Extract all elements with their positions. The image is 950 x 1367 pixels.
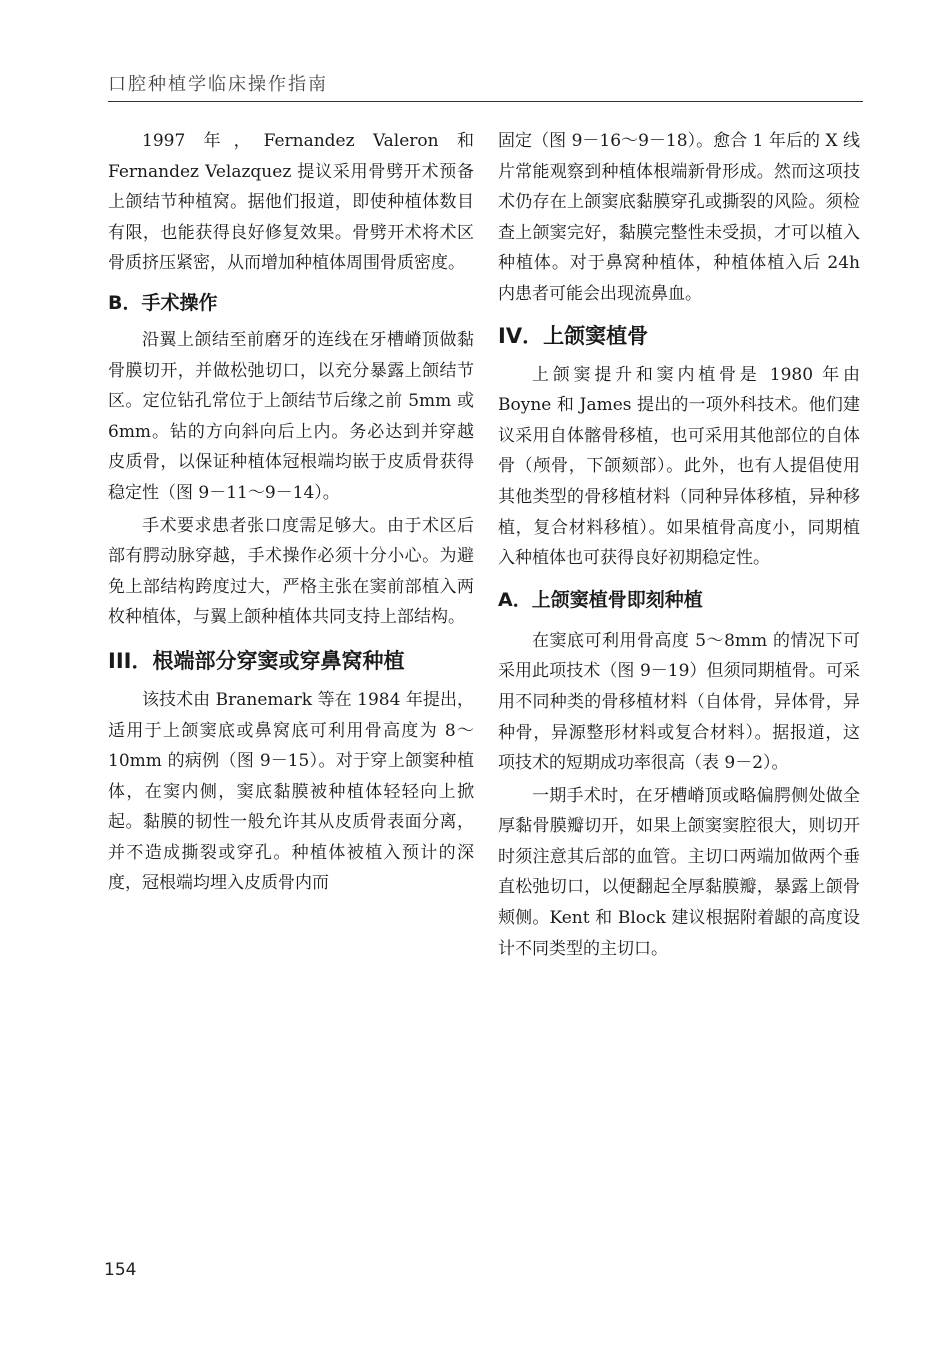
section-heading-iv: IV．上颌窦植骨	[498, 323, 649, 348]
running-title: 口腔种植学临床操作指南	[108, 74, 328, 95]
paragraph-iii: 该技术由 Branemark 等在 1984 年提出，适用于上颌窦底或鼻窝底可利用骨高度为 8～10mm 的病例（图 9－15）。对于穿上颌窦种植体，在窦内侧，窦底黏膜被种植体轻轻向上掀起。黏膜的韧性一般允许其从皮质骨表面分离，并不造成撕裂或穿孔。种植体被植入预计的深度，冠根端均埋入皮质骨内而	[108, 689, 474, 894]
paragraph-a1: 在窦底可利用骨高度 5～8mm 的情况下可采用此项技术（图 9－19）但须同期植骨。可采用不同种类的骨移植材料（自体骨，异体骨，异种骨，异源整形材料或复合材料）。据报道，这项技术的短期成功率很高（表 9－2）。	[498, 630, 860, 774]
section-heading-a: A．上颌窦植骨即刻种植	[498, 588, 703, 611]
right-column	[498, 126, 860, 964]
paragraph-iv: 上颌窦提升和窦内植骨是 1980 年由 Boyne 和 James 提出的一项外科技术。他们建议采用自体髂骨移植，也可采用其他部位的自体骨（颅骨，下颌颏部）。此外，也有人提倡使用其他类型的骨移植材料（同种异体移植，异种移植，复合材料移植）。如果植骨高度小，同期植入种植体也可获得良好初期稳定性。	[498, 364, 860, 569]
paragraph-a2: 一期手术时，在牙槽嵴顶或略偏腭侧处做全厚黏骨膜瓣切开，如果上颌窦窦腔很大，则切开时须注意其后部的血管。主切口两端加做两个垂直松弛切口，以便翻起全厚黏膜瓣，暴露上颌骨颊侧。Kent 和 Block 建议根据附着龈的高度设计不同类型的主切口。	[498, 785, 860, 959]
continuation-paragraph: 固定（图 9－16～9－18）。愈合 1 年后的 X 线片常能观察到种植体根端新骨形成。然而这项技术仍存在上颌窦底黏膜穿孔或撕裂的风险。须检查上颌窦完好，黏膜完整性未受损，才可以植入种植体。对于鼻窝种植体，种植体植入后 24h 内患者可能会出现流鼻血。	[498, 131, 860, 304]
paragraph-b2: 手术要求患者张口度需足够大。由于术区后部有腭动脉穿越，手术操作必须十分小心。为避免上部结构跨度过大，严格主张在窦前部植入两枚种植体，与翼上颌种植体共同支持上部结构。	[108, 515, 474, 628]
intro-paragraph: 1997 年，Fernandez Valeron 和 Fernandez Velazquez 提议采用骨劈开术预备上颌结节种植窝。据他们报道，即使种植体数目有限，也能获得良好修复效果。骨劈开术将术区骨质挤压紧密，从而增加种植体周围骨质密度。	[108, 131, 474, 274]
section-heading-b: B．手术操作	[108, 291, 218, 314]
page-number: 154	[104, 1260, 137, 1280]
left-column	[108, 126, 474, 899]
section-heading-iii: III．根端部分穿窦或穿鼻窝种植	[108, 648, 405, 673]
header-rule	[108, 101, 863, 102]
paragraph-b1: 沿翼上颌结至前磨牙的连线在牙槽嵴顶做黏骨膜切开，并做松弛切口，以充分暴露上颌结节区。定位钻孔常位于上颌结节后缘之前 5mm 或 6mm。钻的方向斜向后上内。务必达到并穿越皮质骨，以保证种植体冠根端均嵌于皮质骨获得稳定性（图 9－11～9－14）。	[108, 329, 474, 503]
